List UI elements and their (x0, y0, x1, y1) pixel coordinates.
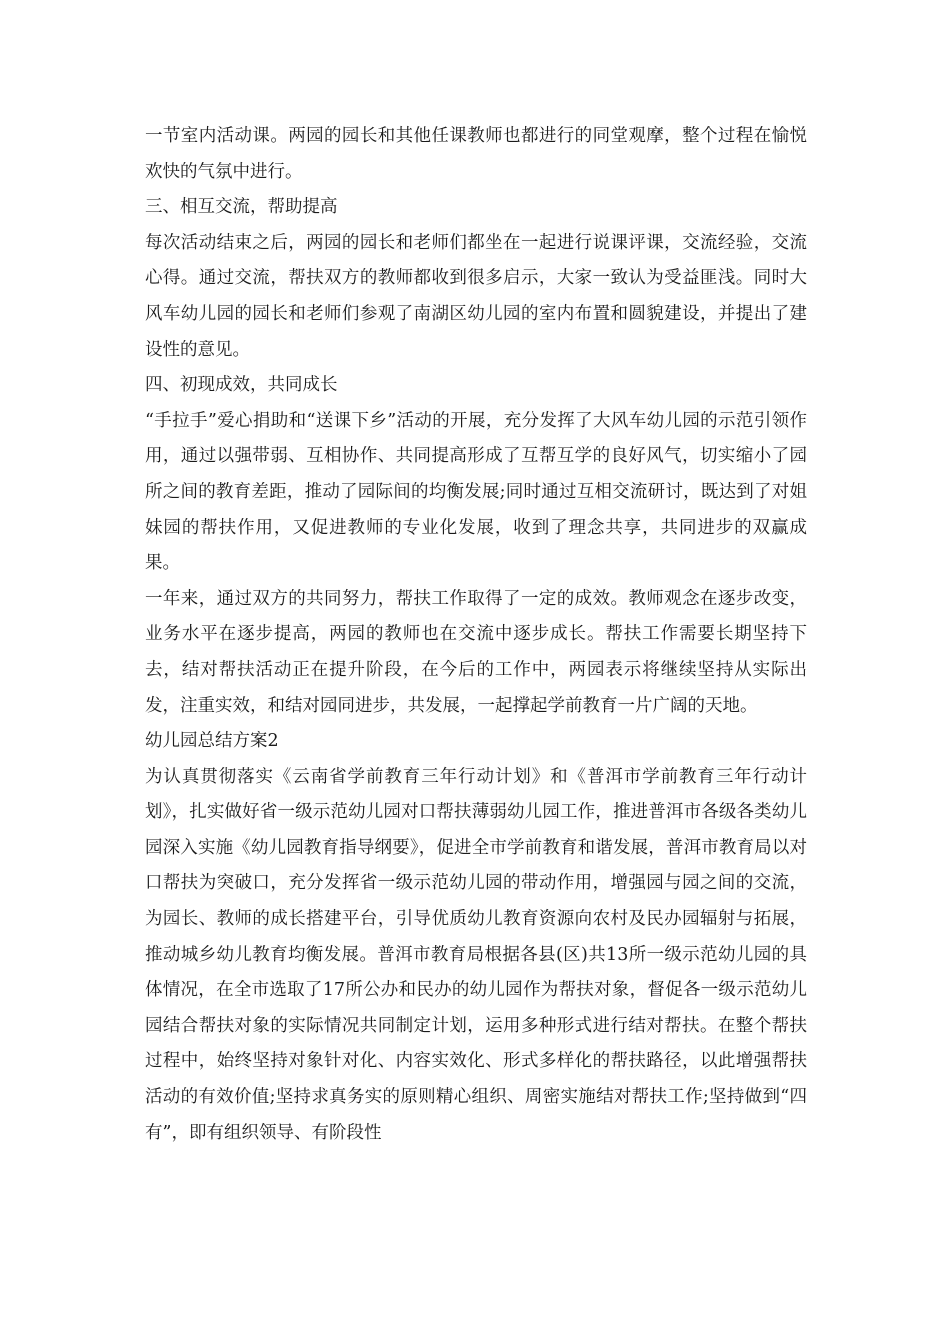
paragraph-plan-2-body: 为认真贯彻落实《云南省学前教育三年行动计划》和《普洱市学前教育三年行动计划》，扎实做好省一级示范幼儿园对口帮扶薄弱幼儿园工作，推进普洱市各级各类幼儿园深入实施《幼儿园教育指导纲要》，促进全市学前教育和谐发展，普洱市教育局以对口帮扶为突破口，充分发挥省一级示范幼儿园的带动作用，增强园与园之间的交流，为园长、教师的成长搭建平台，引导优质幼儿教育资源向农村及民办园辐射与拓展，推动城乡幼儿教育均衡发展。普洱市教育局根据各县(区)共13所一级示范幼儿园的具体情况，在全市选取了17所公办和民办的幼儿园作为帮扶对象，督促各一级示范幼儿园结合帮扶对象的实际情况共同制定计划，运用多种形式进行结对帮扶。在整个帮扶过程中，始终坚持对象针对化、内容实效化、形式多样化的帮扶路径，以此增强帮扶活动的有效价值;坚持求真务实的原则精心组织、周密实施结对帮扶工作;坚持做到“四有”，即有组织领导、有阶段性 (145, 766, 807, 1143)
paragraph-exchange: 每次活动结束之后，两园的园长和老师们都坐在一起进行说课评课，交流经验，交流心得。通过交流，帮扶双方的教师都收到很多启示，大家一致认为受益匪浅。同时大风车幼儿园的园长和老师们参观了南湖区幼儿园的室内布置和圆貌建设，并提出了建设性的意见。 (145, 232, 807, 360)
heading-section-3: 三、相互交流，帮助提高 (145, 197, 338, 218)
paragraph-results: “手拉手”爱心捐助和“送课下乡”活动的开展，充分发挥了大风车幼儿园的示范引领作用，通过以强带弱、互相协作、共同提高形成了互帮互学的良好风气，切实缩小了园所之间的教育差距，推动了园际间的均衡发展;同时通过互相交流研讨，既达到了对姐妹园的帮扶作用，又促进教师的专业化发展，收到了理念共享，共同进步的双赢成果。 (145, 410, 807, 574)
paragraph-summary: 一年来，通过双方的共同努力，帮扶工作取得了一定的成效。教师观念在逐步改变，业务水平在逐步提高，两园的教师也在交流中逐步成长。帮扶工作需要长期坚持下去，结对帮扶活动正在提升阶段，在今后的工作中，两园表示将继续坚持从实际出发，注重实效，和结对园同进步，共发展，一起撑起学前教育一片广阔的天地。 (145, 588, 807, 716)
heading-section-4: 四、初现成效，共同成长 (145, 375, 338, 396)
heading-plan-2: 幼儿园总结方案2 (145, 731, 279, 752)
paragraph-observation: 一节室内活动课。两园的园长和其他任课教师也都进行的同堂观摩，整个过程在愉悦欢快的气氛中进行。 (145, 126, 807, 182)
document-page (145, 119, 807, 1151)
